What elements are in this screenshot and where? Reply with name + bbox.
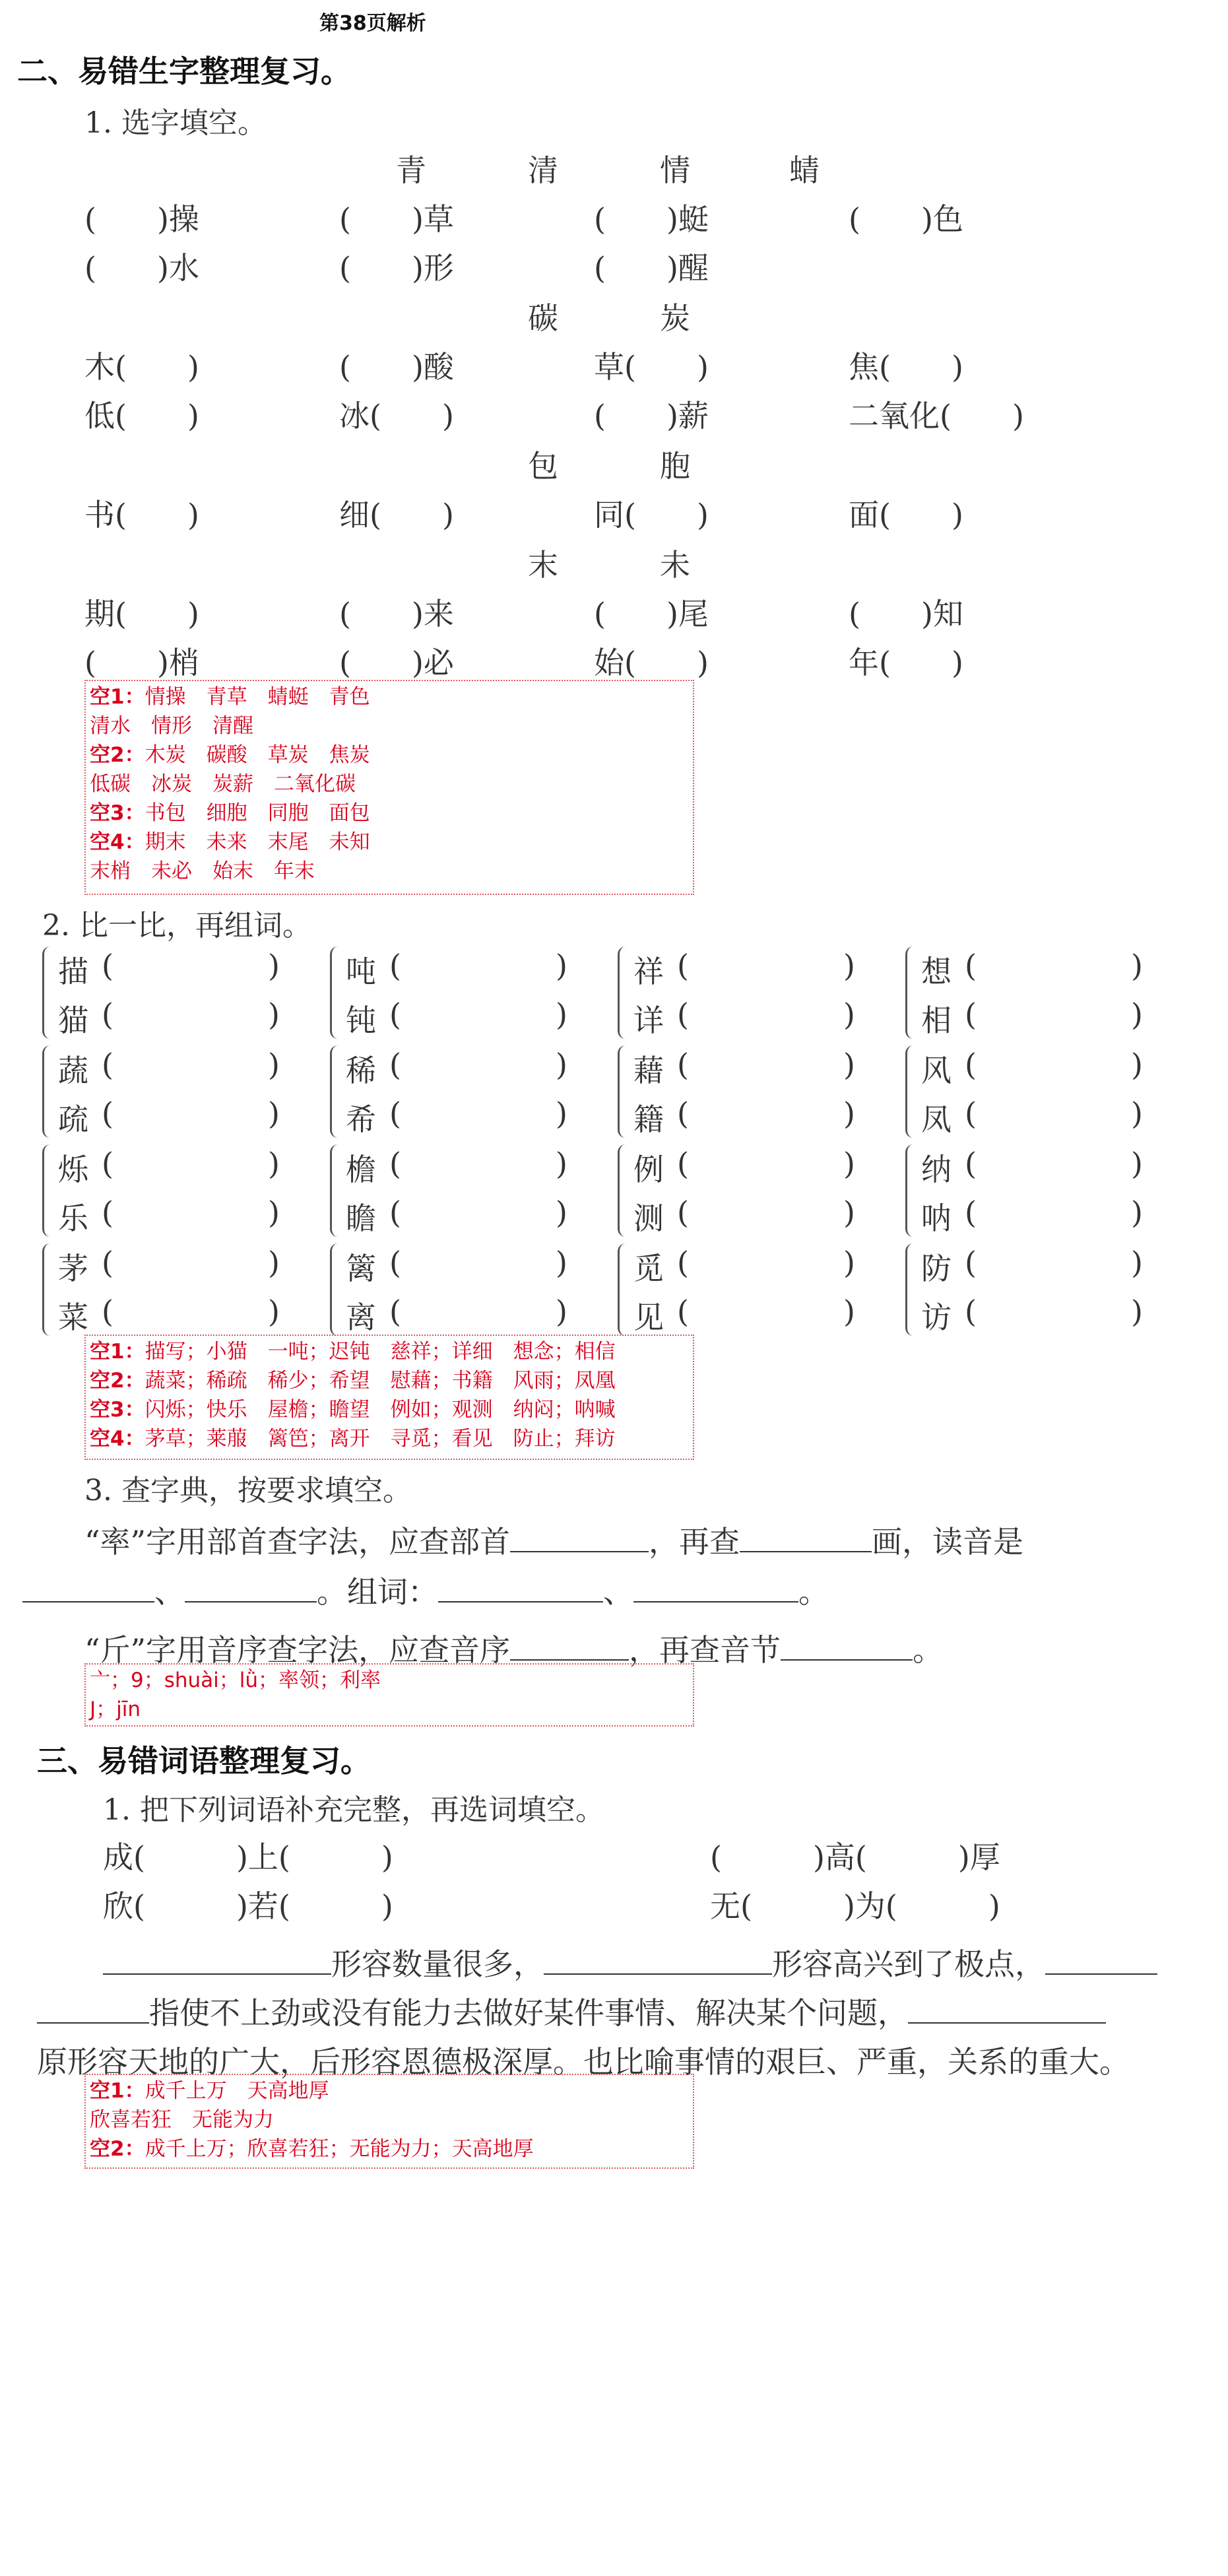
- compare-char: 篱: [346, 1251, 376, 1286]
- brace-icon: [42, 1144, 52, 1237]
- fill-item[interactable]: 焦( ): [849, 349, 963, 385]
- paren-close[interactable]: ): [268, 1047, 280, 1082]
- compare-pair: [618, 1243, 855, 1342]
- paren-open: (: [965, 1096, 977, 1131]
- paren-close[interactable]: ): [843, 948, 855, 983]
- fill-item[interactable]: ( )水: [84, 250, 199, 286]
- section-2-heading: 二、易错生字整理复习。: [17, 53, 351, 89]
- answer-line: 空2：木炭 碳酸 草炭 焦炭: [90, 743, 370, 767]
- answer-blank[interactable]: [908, 1996, 1106, 2024]
- paren-open: (: [965, 1047, 977, 1082]
- answer-line: 空2：成千上万；欣喜若狂；无能为力；天高地厚: [90, 2137, 534, 2161]
- paren-open: (: [389, 1294, 401, 1329]
- answer-box-s3: [84, 2074, 694, 2169]
- option-char: 炭: [660, 300, 690, 336]
- fill-item[interactable]: ( )知: [849, 596, 963, 632]
- fill-item[interactable]: 草( ): [594, 349, 709, 385]
- fill-item[interactable]: ( )形: [339, 250, 454, 286]
- compare-pair: [42, 1144, 280, 1243]
- paren-close[interactable]: ): [1131, 997, 1143, 1032]
- paren-open: (: [102, 1195, 113, 1230]
- paren-close[interactable]: ): [268, 1245, 280, 1280]
- brace-icon: [42, 1045, 52, 1138]
- compare-pair: [618, 946, 855, 1045]
- paren-open: (: [965, 948, 977, 983]
- paren-open: (: [389, 1195, 401, 1230]
- paren-close[interactable]: ): [556, 997, 567, 1032]
- paren-open: (: [389, 997, 401, 1032]
- paren-open: (: [389, 948, 401, 983]
- compare-char: 菜: [58, 1300, 88, 1335]
- paren-open: (: [102, 997, 113, 1032]
- idiom-item[interactable]: 无( )为( ): [710, 1888, 1000, 1924]
- fill-item[interactable]: ( )酸: [339, 349, 454, 385]
- compare-char: 凤: [921, 1102, 952, 1137]
- paren-open: (: [102, 1096, 113, 1131]
- compare-pair: [905, 1243, 1143, 1342]
- answer-blank[interactable]: [740, 1525, 872, 1552]
- fill-item[interactable]: ( )色: [849, 201, 963, 237]
- compare-pair: [618, 1144, 855, 1243]
- fill-item[interactable]: 低( ): [84, 398, 199, 434]
- paren-close[interactable]: ): [1131, 1146, 1143, 1181]
- fill-item[interactable]: ( )草: [339, 201, 454, 237]
- paren-close[interactable]: ): [1131, 1195, 1143, 1230]
- compare-pair: [42, 946, 280, 1045]
- compare-pair: [42, 1243, 280, 1342]
- compare-char: 觅: [633, 1251, 664, 1286]
- compare-char: 蔬: [58, 1053, 88, 1088]
- answer-line: 欣喜若狂 无能为力: [90, 2108, 274, 2132]
- fill-item[interactable]: 细( ): [339, 497, 454, 533]
- paren-open: (: [102, 1245, 113, 1280]
- idiom-item[interactable]: 欣( )若( ): [103, 1888, 393, 1924]
- paren-close[interactable]: ): [556, 1096, 567, 1131]
- paren-open: (: [677, 1047, 689, 1082]
- paren-open: (: [389, 1146, 401, 1181]
- paren-close[interactable]: ): [1131, 1245, 1143, 1280]
- compare-char: 乐: [58, 1201, 88, 1236]
- s3-sentence-1: 形容数量很多， 形容高兴到了极点，: [103, 1940, 1157, 1984]
- paren-close[interactable]: ): [843, 1096, 855, 1131]
- idiom-item[interactable]: 成( )上( ): [103, 1839, 393, 1875]
- paren-open: (: [677, 1146, 689, 1181]
- paren-close[interactable]: ): [843, 1047, 855, 1082]
- paren-open: (: [965, 1195, 977, 1230]
- option-char: 情: [660, 152, 690, 188]
- paren-open: (: [965, 997, 977, 1032]
- compare-char: 猫: [58, 1003, 88, 1038]
- paren-close[interactable]: ): [556, 1245, 567, 1280]
- option-char: 蜻: [789, 152, 820, 188]
- paren-open: (: [102, 948, 113, 983]
- answer-blank[interactable]: [22, 1575, 154, 1602]
- brace-icon: [905, 1243, 915, 1336]
- compare-char: 籍: [633, 1102, 664, 1137]
- section-3-heading: 三、易错词语整理复习。: [37, 1743, 371, 1779]
- compare-char: 稀: [346, 1053, 376, 1088]
- brace-icon: [905, 1045, 915, 1138]
- compare-char: 祥: [633, 954, 664, 989]
- answer-line: 亠；9；shuài；lǜ；率领；利率: [90, 1668, 381, 1692]
- answer-box-q3: [84, 1663, 694, 1727]
- compare-pair: [330, 1045, 567, 1144]
- paren-open: (: [677, 1195, 689, 1230]
- compare-char: 呐: [921, 1201, 952, 1236]
- page-title: 第38页解析: [319, 12, 426, 35]
- compare-char: 檐: [346, 1152, 376, 1187]
- paren-open: (: [389, 1245, 401, 1280]
- paren-close[interactable]: ): [843, 1245, 855, 1280]
- fill-item[interactable]: 面( ): [849, 497, 963, 533]
- paren-open: (: [102, 1047, 113, 1082]
- compare-pair: [330, 1243, 567, 1342]
- paren-open: (: [965, 1294, 977, 1329]
- q3-label: 3. 查字典，按要求填空。: [84, 1474, 412, 1507]
- paren-close[interactable]: ): [843, 997, 855, 1032]
- compare-char: 例: [633, 1152, 664, 1187]
- brace-icon: [330, 1045, 340, 1138]
- fill-item[interactable]: 期( ): [84, 596, 199, 632]
- paren-open: (: [965, 1245, 977, 1280]
- fill-item[interactable]: ( )来: [339, 596, 454, 632]
- paren-close[interactable]: ): [1131, 1047, 1143, 1082]
- paren-close[interactable]: ): [268, 1195, 280, 1230]
- compare-char: 想: [921, 954, 952, 989]
- paren-close[interactable]: ): [268, 1096, 280, 1131]
- option-char: 未: [660, 547, 690, 583]
- answer-blank[interactable]: [438, 1575, 603, 1602]
- answer-box-q2: [84, 1335, 694, 1460]
- brace-icon: [330, 1144, 340, 1237]
- paren-close[interactable]: ): [843, 1146, 855, 1181]
- compare-char: 希: [346, 1102, 376, 1137]
- brace-icon: [618, 1243, 628, 1336]
- compare-char: 吨: [346, 954, 376, 989]
- answer-line: 末梢 未必 始末 年末: [90, 859, 315, 883]
- paren-close[interactable]: ): [1131, 1294, 1143, 1329]
- compare-char: 钝: [346, 1003, 376, 1038]
- q2-label: 2. 比一比，再组词。: [42, 909, 311, 942]
- compare-char: 测: [633, 1201, 664, 1236]
- q3-line1: “率”字用部首查字法，应查部首 ，再查 画，读音是: [84, 1524, 1024, 1560]
- brace-icon: [618, 1045, 628, 1138]
- paren-open: (: [389, 1096, 401, 1131]
- fill-item[interactable]: ( )操: [84, 201, 199, 237]
- paren-close[interactable]: ): [556, 1195, 567, 1230]
- fill-item[interactable]: 冰( ): [339, 398, 454, 434]
- compare-char: 防: [921, 1251, 952, 1286]
- compare-pair: [618, 1045, 855, 1144]
- answer-blank[interactable]: [1045, 1947, 1157, 1975]
- brace-icon: [330, 946, 340, 1039]
- answer-line: 空1：情操 青草 蜻蜓 青色: [90, 685, 370, 709]
- fill-item[interactable]: 书( ): [84, 497, 199, 533]
- answer-line: 空2：蔬菜；稀疏 稀少；希望 慰藉；书籍 风雨；凤凰: [90, 1369, 616, 1393]
- answer-line: 清水 情形 清醒: [90, 714, 253, 738]
- compare-pair: [905, 1045, 1143, 1144]
- fill-item[interactable]: 二氧化( ): [849, 398, 1024, 434]
- answer-box-q1: [84, 680, 694, 895]
- compare-char: 离: [346, 1300, 376, 1335]
- answer-line: 空1：成千上万 天高地厚: [90, 2079, 329, 2103]
- compare-char: 疏: [58, 1102, 88, 1137]
- option-char: 末: [528, 547, 558, 583]
- compare-pair: [42, 1045, 280, 1144]
- fill-item[interactable]: 木( ): [84, 349, 199, 385]
- fill-item[interactable]: ( )必: [339, 645, 454, 680]
- compare-char: 风: [921, 1053, 952, 1088]
- answer-line: 空4：期末 未来 末尾 未知: [90, 830, 370, 854]
- fill-item[interactable]: 始( ): [594, 645, 709, 680]
- answer-blank[interactable]: [37, 1996, 149, 2024]
- answer-line: 空1：描写；小猫 一吨；迟钝 慈祥；详细 想念；相信: [90, 1340, 616, 1364]
- compare-pair: [905, 946, 1143, 1045]
- paren-close[interactable]: ): [556, 948, 567, 983]
- compare-char: 茅: [58, 1251, 88, 1286]
- brace-icon: [905, 1144, 915, 1237]
- answer-blank[interactable]: [633, 1575, 798, 1602]
- brace-icon: [618, 1144, 628, 1237]
- paren-close[interactable]: ): [556, 1047, 567, 1082]
- answer-line: J；jīn: [90, 1698, 141, 1721]
- paren-close[interactable]: ): [843, 1195, 855, 1230]
- compare-char: 描: [58, 954, 88, 989]
- q3-line2: 、 。组词： 、 。: [22, 1568, 829, 1612]
- paren-open: (: [677, 997, 689, 1032]
- paren-close[interactable]: ): [556, 1294, 567, 1329]
- fill-item[interactable]: ( )薪: [594, 398, 709, 434]
- compare-char: 见: [633, 1300, 664, 1335]
- compare-pair: [905, 1144, 1143, 1243]
- brace-icon: [330, 1243, 340, 1336]
- compare-pair: [330, 1144, 567, 1243]
- paren-close[interactable]: ): [1131, 948, 1143, 983]
- brace-icon: [618, 946, 628, 1039]
- paren-open: (: [102, 1294, 113, 1329]
- answer-line: 空3：闪烁；快乐 屋檐；瞻望 例如；观测 纳闷；呐喊: [90, 1398, 616, 1422]
- q1-label: 1. 选字填空。: [84, 106, 267, 140]
- fill-item[interactable]: ( )醒: [594, 250, 709, 286]
- option-char: 碳: [528, 300, 558, 336]
- answer-blank[interactable]: [510, 1525, 649, 1552]
- option-char: 胞: [660, 448, 690, 484]
- paren-open: (: [677, 1294, 689, 1329]
- s3-q1-label: 1. 把下列词语补充完整，再选词填空。: [103, 1793, 604, 1827]
- q3-line3: “斤”字用音序查字法，应查音序 ，再查音节 。: [84, 1632, 944, 1668]
- answer-line: 低碳 冰炭 炭薪 二氧化碳: [90, 772, 356, 796]
- option-char: 包: [528, 448, 558, 484]
- compare-char: 访: [921, 1300, 952, 1335]
- paren-close[interactable]: ): [268, 948, 280, 983]
- answer-blank[interactable]: [103, 1947, 331, 1975]
- answer-blank[interactable]: [185, 1575, 317, 1602]
- paren-close[interactable]: ): [268, 997, 280, 1032]
- fill-item[interactable]: 同( ): [594, 497, 709, 533]
- brace-icon: [905, 946, 915, 1039]
- paren-close[interactable]: ): [1131, 1096, 1143, 1131]
- compare-char: 藉: [633, 1053, 664, 1088]
- paren-close[interactable]: ): [268, 1294, 280, 1329]
- paren-close[interactable]: ): [843, 1294, 855, 1329]
- paren-close[interactable]: ): [556, 1146, 567, 1181]
- option-char: 清: [528, 152, 558, 188]
- paren-open: (: [102, 1146, 113, 1181]
- compare-char: 烁: [58, 1152, 88, 1187]
- brace-icon: [42, 946, 52, 1039]
- answer-line: 空3：书包 细胞 同胞 面包: [90, 801, 370, 825]
- answer-blank[interactable]: [510, 1633, 629, 1661]
- idiom-item[interactable]: ( )高( )厚: [710, 1839, 1000, 1875]
- brace-icon: [42, 1243, 52, 1336]
- answer-blank[interactable]: [544, 1947, 772, 1975]
- fill-item[interactable]: 年( ): [849, 645, 963, 680]
- fill-item[interactable]: ( )蜓: [594, 201, 709, 237]
- answer-blank[interactable]: [781, 1633, 913, 1661]
- fill-item[interactable]: ( )尾: [594, 596, 709, 632]
- paren-close[interactable]: ): [268, 1146, 280, 1181]
- answer-line: 空4：茅草；莱菔 篱笆；离开 寻觅；看见 防止；拜访: [90, 1427, 616, 1451]
- paren-open: (: [965, 1146, 977, 1181]
- s3-sentence-2: 指使不上劲或没有能力去做好某件事情、解决某个问题，: [37, 1989, 1106, 2033]
- option-char: 青: [396, 152, 426, 188]
- compare-char: 瞻: [346, 1201, 376, 1236]
- compare-char: 相: [921, 1003, 952, 1038]
- paren-open: (: [677, 1096, 689, 1131]
- paren-open: (: [677, 948, 689, 983]
- paren-open: (: [389, 1047, 401, 1082]
- compare-char: 详: [633, 1003, 664, 1038]
- compare-char: 纳: [921, 1152, 952, 1187]
- fill-item[interactable]: ( )梢: [84, 645, 199, 680]
- paren-open: (: [677, 1245, 689, 1280]
- s3-sentence-3: 原形容天地的广大，后形容恩德极深厚。也比喻事情的艰巨、严重，关系的重大。: [37, 2044, 1130, 2080]
- compare-pair: [330, 946, 567, 1045]
